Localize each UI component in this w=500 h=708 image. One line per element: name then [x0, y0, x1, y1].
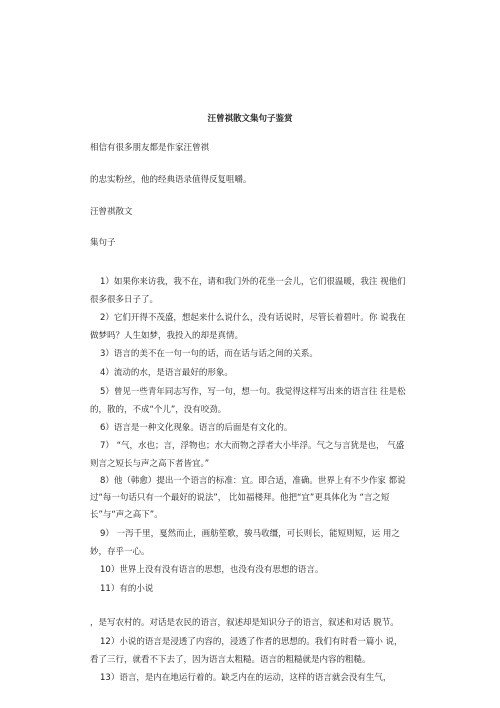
paragraph-7: 7） “气，水也；言，浮物也；水大而物之浮者大小毕浮。气之与言犹是也， 气盛则言之短长与声之高下者皆宜。”: [90, 441, 405, 469]
intro-line-2: 的忠实粉丝，他的经典语录值得反复咀嚼。: [90, 175, 252, 185]
section-subheading: 集句子: [90, 238, 116, 248]
paragraph-6: 6）语言是一种文化现象。语言的后面是有文化的。: [100, 423, 293, 433]
paragraph-10: 10）世界上没有没有语言的思想，也没有没有思想的语言。: [100, 565, 324, 575]
paragraph-5: 5）曾见一些青年同志写作，写一句，想一句。我觉得这样写出来的语言往 往是松的，散的，不成“个儿”，没有咬劲。: [90, 387, 406, 415]
paragraph-11-continued: ，是写农村的。对话是农民的语言，叙述却是知识分子的语言，叙述和对话 脱节。: [90, 618, 399, 628]
paragraph-9: 9） 一泻千里，戛然而止，画舫笙歌，骏马收缰，可长则长，能短则短，运 用之妙，存乎一心。: [90, 529, 400, 557]
intro-line-1: 相信有很多朋友都是作家汪曾祺: [90, 143, 210, 153]
section-heading: 汪曾祺散文: [90, 207, 133, 217]
paragraph-3: 3）语言的美不在一句一句的话，而在话与话之间的关系。: [100, 349, 318, 359]
paragraph-2: 2）它们开得不茂盛，想起来什么说什么，没有话说时，尽管长着碧叶。你 说我在做梦吗？人生如梦，我投入的却是真情。: [90, 313, 406, 341]
paragraph-4: 4）流动的水，是语言最好的形象。: [100, 368, 233, 378]
document-title: 汪曾祺散文集句子鉴赏: [207, 114, 293, 124]
paragraph-1: 1）如果你来访我，我不在，请和我门外的花坐一会儿，它们很温暖，我注 视他们很多很多日子了。: [90, 277, 406, 305]
paragraph-13: 13）语言，是内在地运行着的。缺乏内在的运动，这样的语言就会没有生气，: [100, 673, 392, 683]
paragraph-11: 11）有的小说: [100, 584, 154, 594]
paragraph-12: 12）小说的语言是浸透了内容的，浸透了作者的思想的。我们有时看一篇小 说，看了三行，就看不下去了，因为语言太粗糙。语言的粗糙就是内容的粗糙。: [90, 637, 403, 665]
paragraph-8: 8）他（韩愈）提出一个语言的标准：宜。即合适，准确。世界上有不少作家 都说过“每一句话只有一个最好的说法”， 比如福楼拜。他把“宜”更具体化为 “言之短长”与“声之高下”。: [90, 476, 406, 520]
